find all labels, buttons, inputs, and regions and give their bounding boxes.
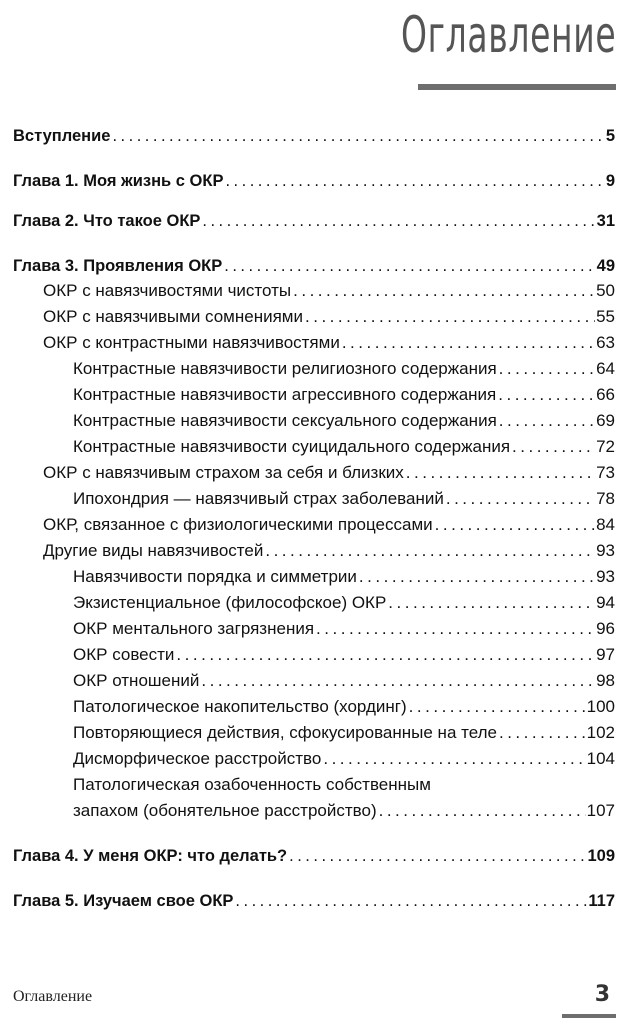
toc-entry[interactable] [13,358,615,380]
toc-entry[interactable] [13,566,615,588]
toc-entry[interactable] [13,748,615,770]
toc-entry[interactable] [13,306,615,328]
leader-dots [176,644,595,666]
toc-entry-title: Контрастные навязчивости суицидального содержания [73,437,511,456]
toc-entry-title: ОКР ментального загрязнения [73,619,315,638]
toc-entry[interactable] [13,592,615,614]
leader-dots [342,332,595,354]
page-number: 3 [594,982,610,1007]
leader-dots [406,462,595,484]
toc-entry[interactable] [13,670,615,692]
toc-entry-page: 96 [596,619,615,638]
toc-entry-title: Дисморфическое расстройство [73,749,322,768]
toc-entry[interactable] [13,488,615,510]
leader-dots [305,306,595,328]
toc-entry-title: ОКР с навязчивостями чистоты [43,281,292,300]
leader-dots [499,722,586,744]
toc-entry[interactable] [13,618,615,640]
toc-entry[interactable] [13,436,615,458]
toc-entry-page: 93 [596,567,615,586]
toc-entry-page: 78 [596,489,615,508]
toc-entry-title: ОКР с контрастными навязчивостями [43,333,340,352]
toc-entry[interactable] [13,800,615,822]
toc-entry-page: 49 [596,257,615,275]
toc-entry[interactable] [13,722,615,744]
page-number-underline [562,1014,616,1018]
toc-entry-page: 66 [596,385,615,404]
leader-dots [512,436,595,458]
toc-entry-title: Глава 2. Что такое ОКР [13,212,201,230]
toc-entry-page: 31 [596,212,615,230]
leader-dots [359,566,595,588]
toc-entry-title: ОКР отношений [73,671,200,690]
toc-entry-page: 84 [596,515,615,534]
toc-entry-title-line2: запахом (обонятельное расстройство) [73,801,377,820]
leader-dots [435,514,595,536]
toc-entry-title: Патологическое накопительство (хординг) [73,697,407,716]
toc-entry-chapter-5[interactable] [13,890,615,912]
toc-entry-title: Глава 5. Изучаем свое ОКР [13,892,234,910]
leader-dots [446,488,595,510]
toc-entry-chapter-1[interactable] [13,170,615,192]
leader-dots [323,748,585,770]
leader-dots [202,210,595,232]
toc-entry-page: 117 [588,892,615,910]
toc-entry-page: 63 [596,333,615,352]
toc-entry-introduction[interactable] [13,125,615,147]
toc-entry-title: Контрастные навязчивости агрессивного содержания [73,385,497,404]
leader-dots [225,170,604,192]
toc-entry[interactable] [13,644,615,666]
toc-entry-title: Навязчивости порядка и симметрии [73,567,357,586]
toc-entry-title: Ипохондрия — навязчивый страх заболеваний [73,489,444,508]
toc-entry[interactable] [13,410,615,432]
leader-dots [112,125,604,147]
toc-entry-title: ОКР совести [73,645,175,664]
toc-entry-title: Вступление [13,127,111,145]
leader-dots [201,670,595,692]
title-underline [418,84,616,90]
running-footer: Оглавление [13,988,93,1005]
leader-dots [499,358,595,380]
toc-entry-title: Контрастные навязчивости религиозного содержания [73,359,497,378]
toc-entry-chapter-4[interactable] [13,845,615,867]
leader-dots [409,696,586,718]
toc-entry-page: 94 [596,593,615,612]
toc-entry-page: 55 [596,307,615,326]
leader-dots [235,890,587,912]
leader-dots [388,592,595,614]
toc-entry-page: 107 [586,801,615,820]
toc-entry[interactable] [13,514,615,536]
toc-entry[interactable] [13,280,615,302]
toc-entry-title: Другие виды навязчивостей [43,541,264,560]
toc-entry-page: 9 [605,172,615,190]
toc-entry-page: 100 [586,697,615,716]
toc-entry-page: 64 [596,359,615,378]
toc-entry[interactable] [13,540,615,562]
toc-entry-page: 93 [596,541,615,560]
leader-dots [379,800,586,822]
toc-entry-title: Контрастные навязчивости сексуального содержания [73,411,497,430]
toc-entry-page: 73 [596,463,615,482]
toc-entry-page: 69 [596,411,615,430]
toc-entry-page: 109 [587,847,615,865]
toc-entry-chapter-2[interactable] [13,210,615,232]
leader-dots [316,618,595,640]
toc-entry-page: 98 [596,671,615,690]
toc-entry-title: Глава 3. Проявления ОКР [13,257,223,275]
leader-dots [499,410,595,432]
toc-entry-title: ОКР, связанное с физиологическими процессами [43,515,433,534]
toc-entry[interactable] [13,332,615,354]
leader-dots [224,255,595,277]
toc-entry-title-line1[interactable]: Патологическая озабоченность собственным [73,775,431,794]
toc-entry-chapter-3[interactable] [13,255,615,277]
toc-entry-page: 72 [596,437,615,456]
toc-entry-page: 50 [596,281,615,300]
toc-entry-title: Глава 1. Моя жизнь с ОКР [13,172,224,190]
toc-entry[interactable] [13,696,615,718]
leader-dots [498,384,595,406]
leader-dots [265,540,595,562]
toc-entry-title: Экзистенциальное (философское) ОКР [73,593,387,612]
toc-entry-title: Повторяющиеся действия, сфокусированные на теле [73,723,497,742]
toc-entry[interactable] [13,384,615,406]
toc-entry-title: ОКР с навязчивым страхом за себя и близких [43,463,404,482]
toc-entry-page: 5 [605,127,615,145]
leader-dots [293,280,595,302]
leader-dots [289,845,586,867]
toc-entry-title: Глава 4. У меня ОКР: что делать? [13,847,288,865]
toc-entry-page: 104 [586,749,615,768]
toc-entry-page: 102 [586,723,615,742]
toc-entry-page: 97 [596,645,615,664]
toc-entry-title: ОКР с навязчивыми сомнениями [43,307,303,326]
page-title: Оглавление [400,6,616,64]
toc-entry[interactable] [13,462,615,484]
